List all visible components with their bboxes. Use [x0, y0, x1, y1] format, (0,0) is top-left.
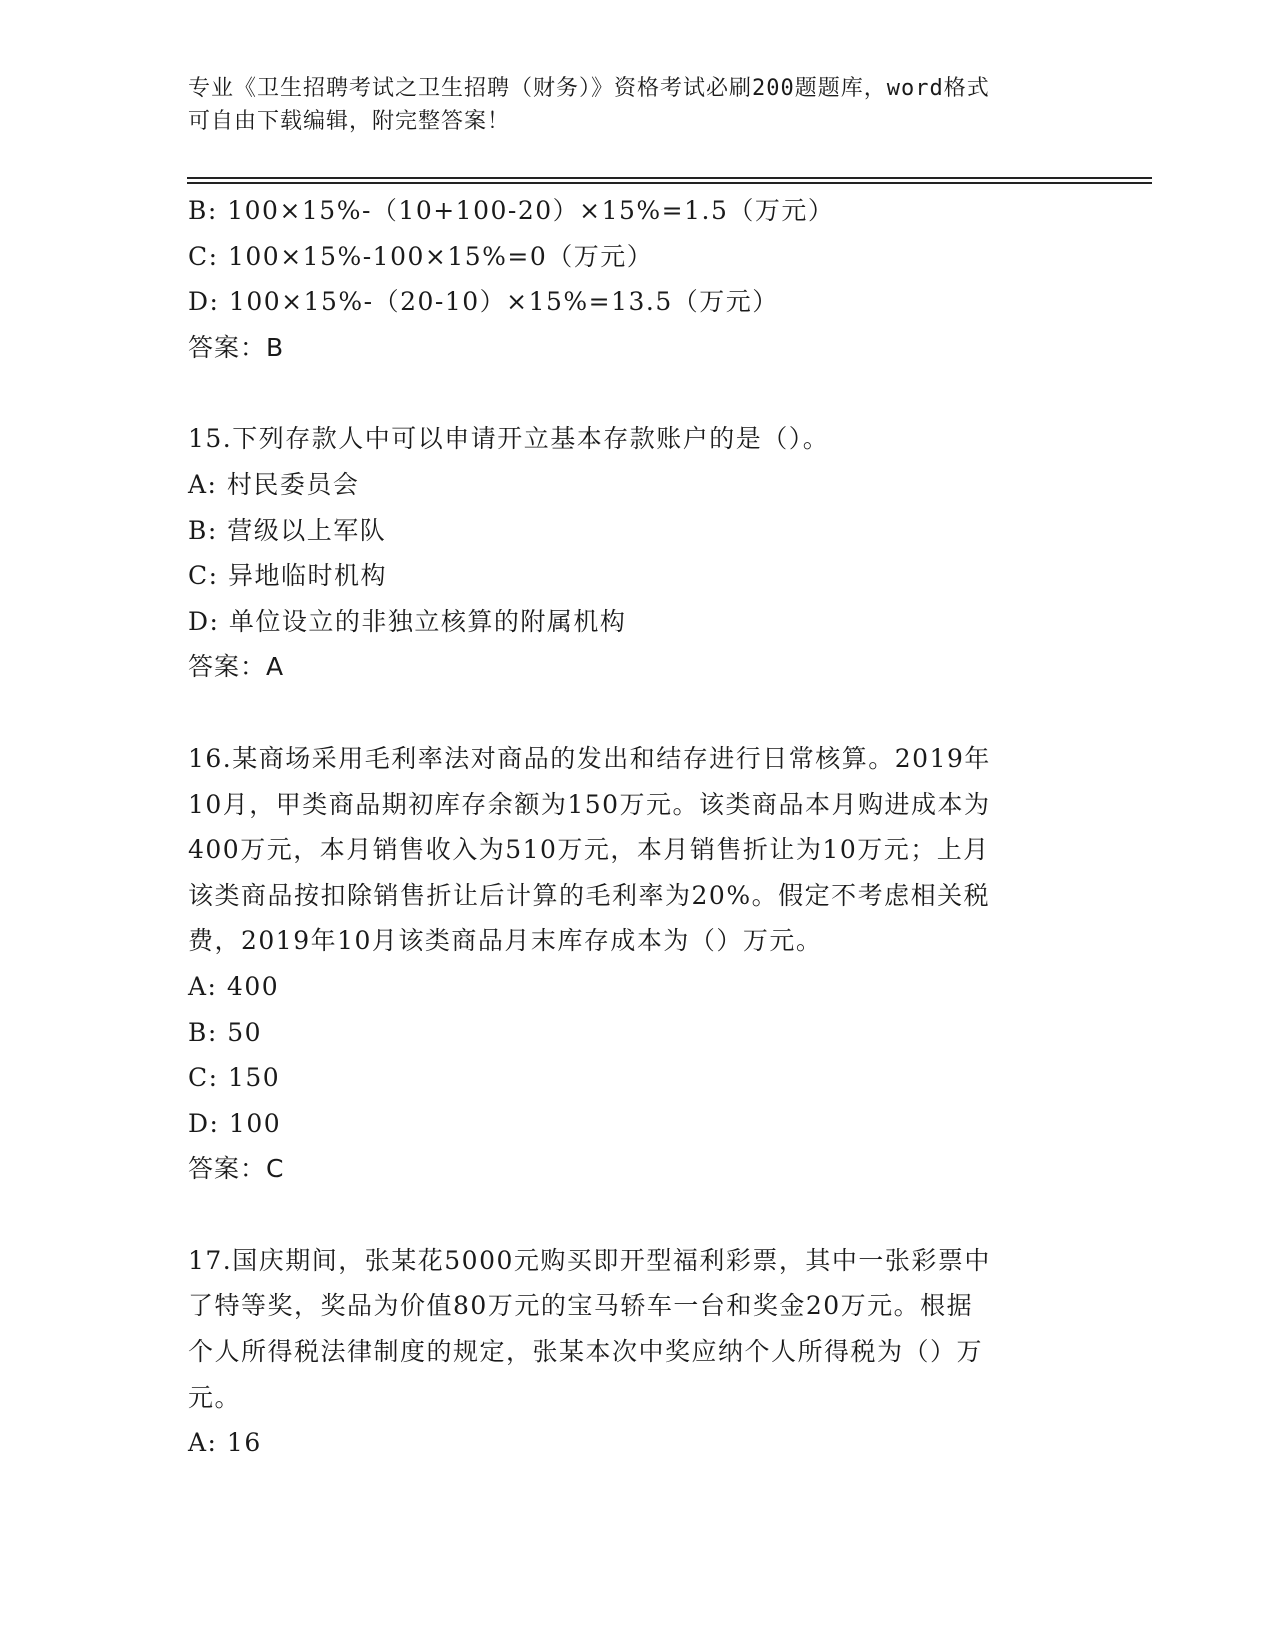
q16-answer: 答案：C: [188, 1154, 285, 1184]
q17-stem-line: 17.国庆期间，张某花5000元购买即开型福利彩票，其中一张彩票中: [188, 1245, 991, 1275]
q14-option-d: D: 100×15%-（20-10）×15%=13.5（万元）: [188, 287, 779, 317]
q14-option-c: C: 100×15%-100×15%=0（万元）: [188, 241, 654, 271]
q17-stem-line: 个人所得税法律制度的规定，张某本次中奖应纳个人所得税为（）万: [188, 1337, 984, 1367]
q17-option-a: A: 16: [188, 1428, 262, 1458]
question-15: [188, 416, 1068, 690]
q15-answer: 答案：A: [188, 652, 285, 682]
q16-stem-line: 10月，甲类商品期初库存余额为150万元。该类商品本月购进成本为: [188, 789, 991, 819]
question-spacer: [188, 1192, 1068, 1238]
header-title-line-1: 专业《卫生招聘考试之卫生招聘（财务）》资格考试必刷200题题库，word格式: [188, 76, 990, 101]
q15-option-a: A: 村民委员会: [188, 469, 360, 499]
header-divider-bottom: [187, 182, 1152, 184]
q14-option-b: B: 100×15%-（10+100-20）×15%=1.5（万元）: [188, 196, 835, 225]
q17-stem-line: 了特等奖，奖品为价值80万元的宝马轿车一台和奖金20万元。根据: [188, 1291, 974, 1321]
q15-option-b: B: 营级以上军队: [188, 515, 387, 545]
document-body: [188, 188, 1068, 1466]
q16-option-c: C: 150: [188, 1063, 281, 1093]
q14-answer: 答案：B: [188, 332, 285, 362]
header-divider-top: [187, 177, 1152, 179]
question-spacer: [188, 690, 1068, 736]
q17-stem-line: 元。: [188, 1382, 242, 1412]
header-title-line-2: 可自由下载编辑，附完整答案！: [188, 109, 511, 134]
q16-stem-line: 400万元，本月销售收入为510万元，本月销售折让为10万元；上月: [188, 835, 990, 865]
q16-stem-line: 16.某商场采用毛利率法对商品的发出和结存进行日常核算。2019年: [188, 743, 991, 773]
question-17: [188, 1238, 1068, 1466]
q15-stem: 15.下列存款人中可以申请开立基本存款账户的是（）。: [188, 424, 830, 454]
q16-option-b: B: 50: [188, 1017, 263, 1047]
q15-option-c: C: 异地临时机构: [188, 561, 387, 591]
q15-option-d: D: 单位设立的非独立核算的附属机构: [188, 606, 627, 636]
q16-stem-line: 该类商品按扣除销售折让后计算的毛利率为20%。假定不考虑相关税: [188, 880, 991, 910]
question-spacer: [188, 370, 1068, 416]
q16-option-a: A: 400: [188, 971, 280, 1001]
question-14: [188, 188, 1068, 370]
q16-stem-line: 费，2019年10月该类商品月末库存成本为（）万元。: [188, 926, 823, 956]
question-16: [188, 736, 1068, 1192]
q16-option-d: D: 100: [188, 1108, 282, 1138]
document-header: [188, 72, 1068, 138]
